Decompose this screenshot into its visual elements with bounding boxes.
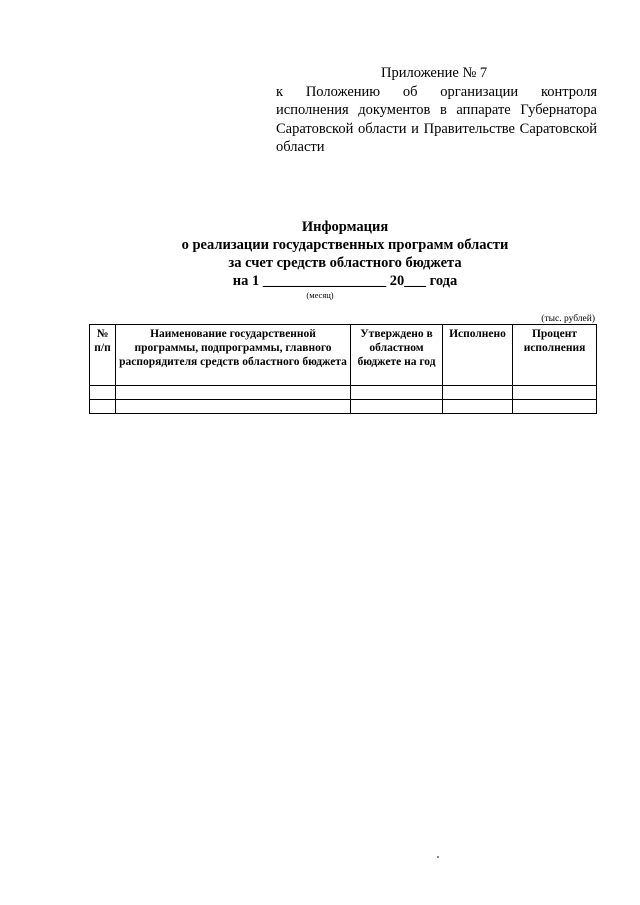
table-cell <box>443 386 513 400</box>
table-cell <box>351 400 443 414</box>
month-hint: (месяц) <box>306 290 334 300</box>
table-cell <box>443 400 513 414</box>
table-header-row <box>90 325 597 386</box>
header-approved: Утверждено в областном бюджете на год <box>351 325 443 386</box>
table-cell <box>351 386 443 400</box>
appendix-line-4: области <box>276 139 325 155</box>
appendix-block <box>276 64 597 157</box>
document-heading <box>90 218 600 290</box>
units-label: (тыс. рублей) <box>541 314 595 324</box>
table-cell <box>90 400 116 414</box>
table-cell <box>90 386 116 400</box>
heading-line-4: на 1 _________________ 20___ года <box>232 273 458 289</box>
table-cell <box>513 386 597 400</box>
report-table <box>89 324 597 414</box>
heading-line-3: за счет средств областного бюджета <box>228 255 462 271</box>
table-row <box>90 386 597 400</box>
header-number: № п/п <box>90 325 116 386</box>
table-cell <box>116 386 351 400</box>
appendix-line-3: Саратовской области и Правительстве Саратовской <box>276 120 597 137</box>
table-cell <box>116 400 351 414</box>
table-cell <box>513 400 597 414</box>
heading-line-1: Информация <box>301 219 389 235</box>
heading-line-2: о реализации государственных программ области <box>181 237 509 253</box>
appendix-line-1: к Положению об организации контроля <box>276 83 597 100</box>
header-program-name: Наименование государственной программы, подпрограммы, главного распорядителя средств областного бюджета <box>116 325 351 386</box>
scan-speck <box>437 856 439 858</box>
header-executed: Исполнено <box>443 325 513 386</box>
header-percent: Процент исполнения <box>513 325 597 386</box>
appendix-line-2: исполнения документов в аппарате Губернатора <box>276 102 597 118</box>
table-row <box>90 400 597 414</box>
appendix-title: Приложение № 7 <box>381 65 488 81</box>
